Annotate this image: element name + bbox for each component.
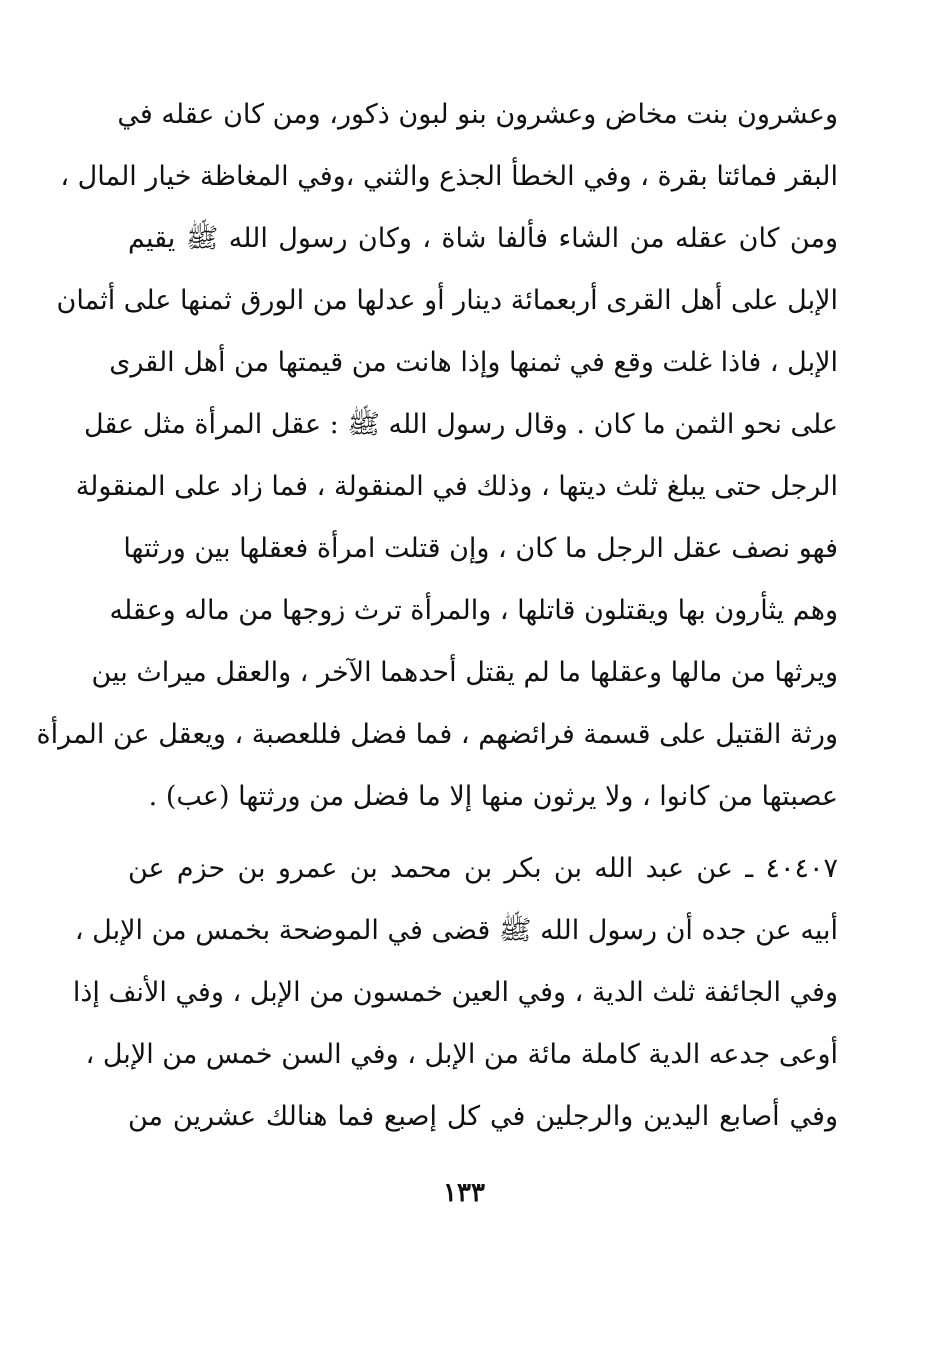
paragraph-2 (72, 838, 838, 1148)
text-line: البقر فمائتا بقرة ، وفي الخطأ الجذع والثني ،وفي المغاظة خيار المال ، (60, 161, 838, 192)
text-line: الإبل على أهل القرى أربعمائة دينار أو عدلها من الورق ثمنها على أثمان (56, 285, 838, 316)
text-line: ويرثها من مالها وعقلها ما لم يقتل أحدهما الآخر ، والعقل ميراث بين (91, 657, 838, 688)
paragraph-1 (36, 84, 838, 828)
text-line: أبيه عن جده أن رسول الله ﷺ قضى في الموضحة بخمس من الإبل ، (74, 915, 838, 946)
text-line: الإبل ، فاذا غلت وقع في ثمنها وإذا هانت من قيمتها من أهل القرى (109, 347, 838, 378)
text-line: الرجل حتى يبلغ ثلث ديتها ، وذلك في المنقولة ، فما زاد على المنقولة (75, 471, 838, 502)
text-line: عصبتها من كانوا ، ولا يرثون منها إلا ما فضل من ورثتها (عب) . (148, 781, 838, 812)
text-line: وعشرون بنت مخاض وعشرون بنو لبون ذكور، ومن كان عقله في (117, 99, 838, 130)
text-line: ومن كان عقله من الشاء فألفا شاة ، وكان رسول الله ﷺ يقيم (128, 223, 838, 254)
hadith-heading-line: ٤٠٤٠٧ ـ عن عبد الله بن بكر بن محمد بن عمرو بن حزم عن (128, 853, 838, 884)
text-line: أوعى جدعه الدية كاملة مائة من الإبل ، وفي السن خمس من الإبل ، (85, 1039, 838, 1070)
text-line: وفي أصابع اليدين والرجلين في كل إصبع فما هنالك عشرين من (128, 1101, 838, 1132)
text-line: فهو نصف عقل الرجل ما كان ، وإن قتلت امرأة فعقلها بين ورثتها (123, 533, 838, 564)
text-line: ورثة القتيل على قسمة فرائضهم ، فما فضل فللعصبة ، ويعقل عن المرأة (36, 719, 838, 750)
text-line: وهم يثأرون بها ويقتلون قاتلها ، والمرأة ترث زوجها من ماله وعقله (109, 595, 838, 626)
text-line: على نحو الثمن ما كان . وقال رسول الله ﷺ : عقل المرأة مثل عقل (83, 409, 838, 440)
page-number: ١٣٣ (443, 1178, 485, 1208)
text-line: وفي الجائفة ثلث الدية ، وفي العين خمسون من الإبل ، وفي الأنف إذا (72, 977, 838, 1008)
